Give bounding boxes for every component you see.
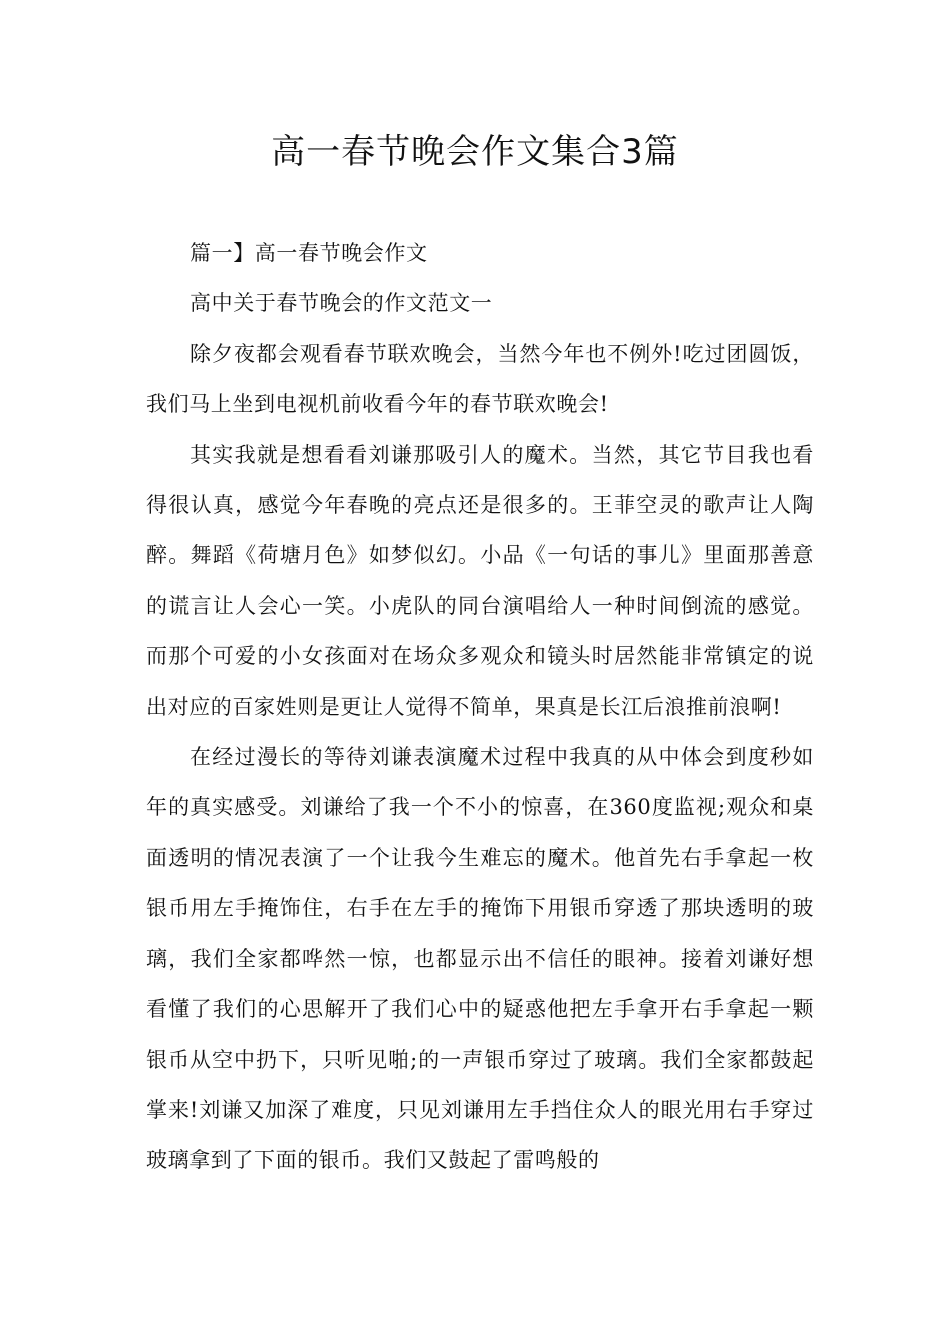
paragraph-1: 除夕夜都会观看春节联欢晚会，当然今年也不例外!吃过团圆饭，我们马上坐到电视机前收看今年的春节联欢晚会! xyxy=(146,341,814,417)
paragraph-3: 在经过漫长的等待刘谦表演魔术过程中我真的从中体会到度秒如年的真实感受。刘谦给了我一个不小的惊喜，在360度监视;观众和桌面透明的情况表演了一个让我今生难忘的魔术。他首先右手拿起一枚银币用左手掩饰住，右手在左手的掩饰下用银币穿透了那块透明的玻璃，我们全家都哗然一惊，也都显示出不信任的眼神。接着刘谦好想看懂了我们的心思解开了我们心中的疑惑他把左手拿开右手拿起一颗银币从空中扔下，只听见啪;的一声银币穿过了玻璃。我们全家都鼓起掌来!刘谦又加深了难度，只见刘谦用左手挡住众人的眼光用右手穿过玻璃拿到了下面的银币。我们又鼓起了雷鸣般的 xyxy=(146,745,814,1173)
document-title: 高一春节晚会作文集合3篇 xyxy=(271,132,679,172)
paragraph-2: 其实我就是想看看刘谦那吸引人的魔术。当然，其它节目我也看得很认真，感觉今年春晚的亮点还是很多的。王菲空灵的歌声让人陶醉。舞蹈《荷塘月色》如梦似幻。小品《一句话的事儿》里面那善意的谎言让人会心一笑。小虎队的同台演唱给人一种时间倒流的感觉。而那个可爱的小女孩面对在场众多观众和镜头时居然能非常镇定的说出对应的百家姓则是更让人觉得不简单，果真是长江后浪推前浪啊! xyxy=(146,442,814,719)
section-heading: 篇一】高一春节晚会作文 xyxy=(190,241,428,265)
subtitle: 高中关于春节晚会的作文范文一 xyxy=(190,291,493,316)
document-body xyxy=(146,228,814,1186)
